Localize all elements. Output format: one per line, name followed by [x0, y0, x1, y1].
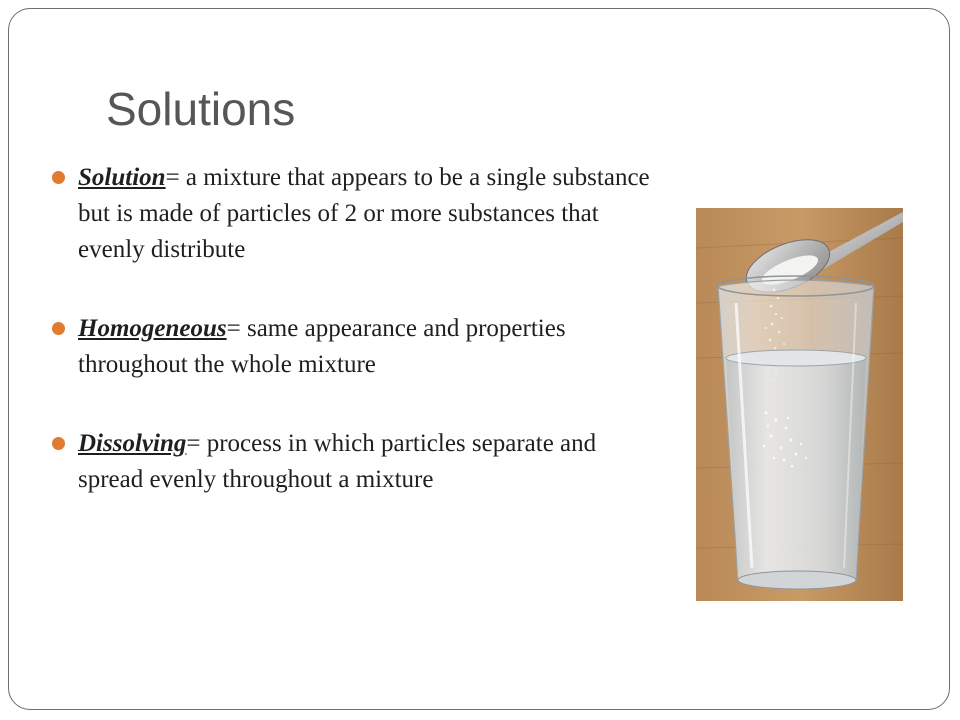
bullet-item-solution [52, 160, 652, 268]
bullet-definition: = process in which particles separate and spread evenly throughout a mixture [78, 430, 597, 493]
bullet-term: Solution [78, 164, 166, 191]
bullet-item-dissolving [52, 426, 652, 498]
bullet-dot-icon [52, 322, 65, 335]
bullet-item-homogeneous [52, 311, 652, 383]
bullet-term: Dissolving [78, 430, 187, 457]
bullet-dot-icon [52, 171, 65, 184]
bullet-definition: = a mixture that appears to be a single substance but is made of particles of 2 or more substances that evenly distribute [78, 164, 650, 263]
bullet-term: Homogeneous [78, 315, 227, 342]
bullet-dot-icon [52, 437, 65, 450]
slide-title: Solutions [106, 83, 296, 135]
bullet-list [52, 160, 652, 541]
bullet-definition: = same appearance and properties throughout the whole mixture [78, 315, 566, 378]
salt-pouring-into-water-glass-photo [696, 208, 903, 601]
